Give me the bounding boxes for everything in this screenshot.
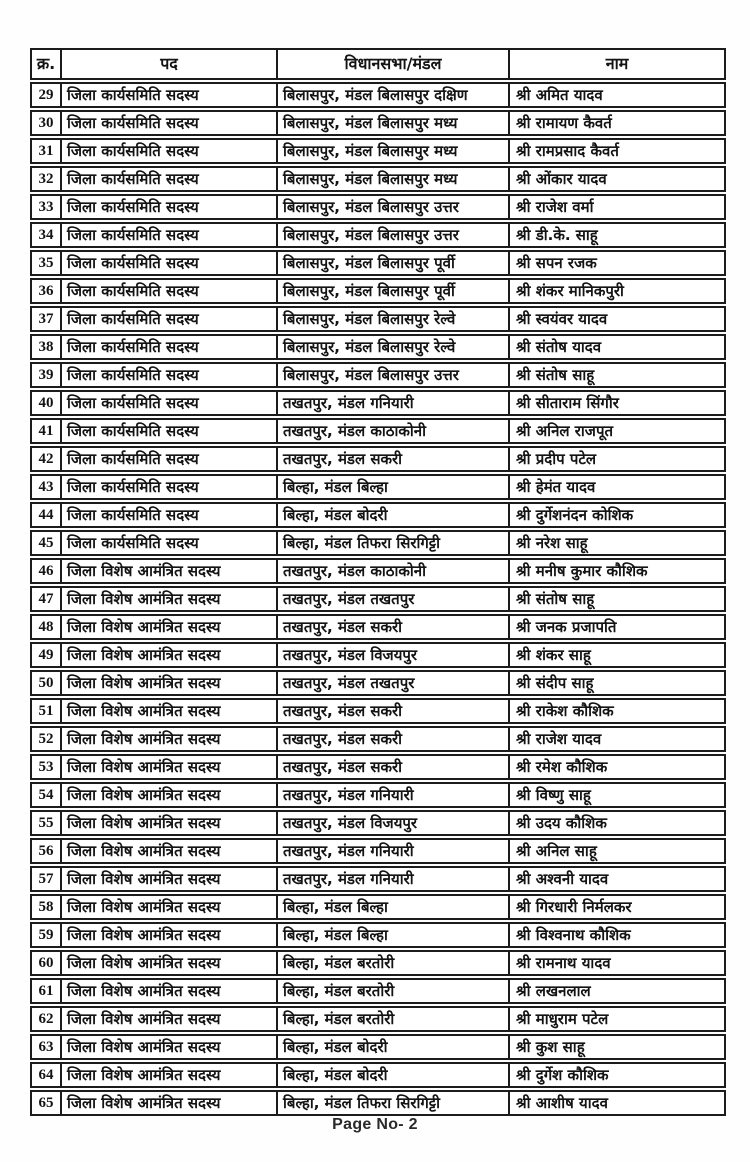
table-row xyxy=(30,978,726,1004)
row-serial: 49 xyxy=(32,644,62,666)
row-name: श्री गिरधारी निर्मलकर xyxy=(516,898,632,916)
row-serial: 29 xyxy=(32,84,62,106)
table-row xyxy=(30,838,726,864)
row-position: जिला कार्यसमिति सदस्य xyxy=(62,308,278,330)
row-constituency-mandal: तखतपुर, मंडल काठाकोनी xyxy=(278,420,510,442)
row-constituency-mandal: तखतपुर, मंडल गनियारी xyxy=(278,784,510,806)
row-serial: 38 xyxy=(32,336,62,358)
table-row xyxy=(30,82,726,108)
row-constituency-mandal: तखतपुर, मंडल सकरी xyxy=(278,700,510,722)
row-position: जिला कार्यसमिति सदस्य xyxy=(62,252,278,274)
table-row xyxy=(30,866,726,892)
row-position: जिला कार्यसमिति सदस्य xyxy=(62,280,278,302)
row-name: श्री शंकर साहू xyxy=(516,646,591,664)
members-table xyxy=(30,48,726,1118)
row-serial: 44 xyxy=(32,504,62,526)
row-position: जिला कार्यसमिति सदस्य xyxy=(62,532,278,554)
row-position: जिला कार्यसमिति सदस्य xyxy=(62,448,278,470)
table-body xyxy=(30,82,726,1116)
row-position: जिला कार्यसमिति सदस्य xyxy=(62,392,278,414)
row-position: जिला विशेष आमंत्रित सदस्य xyxy=(62,1036,278,1058)
row-constituency-mandal: बिल्हा, मंडल बिल्हा xyxy=(278,924,510,946)
row-position: जिला विशेष आमंत्रित सदस्य xyxy=(62,1008,278,1030)
row-serial: 57 xyxy=(32,868,62,890)
row-constituency-mandal: तखतपुर, मंडल विजयपुर xyxy=(278,812,510,834)
row-constituency-mandal: बिल्हा, मंडल तिफरा सिरगिट्टी xyxy=(278,532,510,554)
table-row xyxy=(30,194,726,220)
table-row xyxy=(30,222,726,248)
row-serial: 60 xyxy=(32,952,62,974)
row-name: श्री अमित यादव xyxy=(516,86,603,104)
row-serial: 39 xyxy=(32,364,62,386)
table-row xyxy=(30,334,726,360)
table-row xyxy=(30,810,726,836)
row-constituency-mandal: तखतपुर, मंडल तखतपुर xyxy=(278,588,510,610)
table-row xyxy=(30,1034,726,1060)
table-row xyxy=(30,726,726,752)
row-name: श्री कुश साहू xyxy=(516,1038,585,1056)
row-constituency-mandal: तखतपुर, मंडल विजयपुर xyxy=(278,644,510,666)
row-position: जिला विशेष आमंत्रित सदस्य xyxy=(62,812,278,834)
row-name: श्री आशीष यादव xyxy=(516,1094,608,1112)
table-row xyxy=(30,894,726,920)
row-serial: 50 xyxy=(32,672,62,694)
row-name: श्री दुर्गेशनंदन कोशिक xyxy=(516,506,634,524)
row-constituency-mandal: तखतपुर, मंडल गनियारी xyxy=(278,840,510,862)
row-serial: 45 xyxy=(32,532,62,554)
row-position: जिला विशेष आमंत्रित सदस्य xyxy=(62,728,278,750)
row-name: श्री संतोष यादव xyxy=(516,338,602,356)
row-serial: 36 xyxy=(32,280,62,302)
row-position: जिला विशेष आमंत्रित सदस्य xyxy=(62,896,278,918)
row-position: जिला कार्यसमिति सदस्य xyxy=(62,476,278,498)
table-row xyxy=(30,558,726,584)
row-serial: 65 xyxy=(32,1092,62,1114)
table-row xyxy=(30,138,726,164)
row-name: श्री संतोष साहू xyxy=(516,366,595,384)
row-serial: 56 xyxy=(32,840,62,862)
table-row xyxy=(30,306,726,332)
table-row xyxy=(30,642,726,668)
row-position: जिला विशेष आमंत्रित सदस्य xyxy=(62,1064,278,1086)
table-row xyxy=(30,1090,726,1116)
row-name: श्री रामप्रसाद कैवर्त xyxy=(516,142,619,160)
row-name: श्री राकेश कौशिक xyxy=(516,702,614,720)
table-row xyxy=(30,754,726,780)
row-position: जिला कार्यसमिति सदस्य xyxy=(62,224,278,246)
row-name: श्री दुर्गेश कौशिक xyxy=(516,1066,609,1084)
row-serial: 58 xyxy=(32,896,62,918)
table-row xyxy=(30,530,726,556)
row-serial: 53 xyxy=(32,756,62,778)
row-name: श्री राजेश वर्मा xyxy=(516,198,594,216)
row-serial: 41 xyxy=(32,420,62,442)
row-serial: 46 xyxy=(32,560,62,582)
row-name: श्री अनिल साहू xyxy=(516,842,597,860)
row-constituency-mandal: बिलासपुर, मंडल बिलासपुर मध्य xyxy=(278,140,510,162)
row-serial: 43 xyxy=(32,476,62,498)
row-position: जिला विशेष आमंत्रित सदस्य xyxy=(62,588,278,610)
row-position: जिला विशेष आमंत्रित सदस्य xyxy=(62,840,278,862)
row-position: जिला विशेष आमंत्रित सदस्य xyxy=(62,672,278,694)
table-row xyxy=(30,446,726,472)
row-position: जिला विशेष आमंत्रित सदस्य xyxy=(62,616,278,638)
row-constituency-mandal: बिलासपुर, मंडल बिलासपुर मध्य xyxy=(278,168,510,190)
table-header-row xyxy=(30,48,726,80)
table-row xyxy=(30,698,726,724)
row-name: श्री सपन रजक xyxy=(516,254,597,272)
row-position: जिला विशेष आमंत्रित सदस्य xyxy=(62,784,278,806)
row-position: जिला विशेष आमंत्रित सदस्य xyxy=(62,980,278,1002)
table-row xyxy=(30,390,726,416)
row-position: जिला कार्यसमिति सदस्य xyxy=(62,84,278,106)
row-constituency-mandal: तखतपुर, मंडल सकरी xyxy=(278,756,510,778)
table-row xyxy=(30,250,726,276)
row-serial: 32 xyxy=(32,168,62,190)
row-constituency-mandal: बिलासपुर, मंडल बिलासपुर उत्तर xyxy=(278,224,510,246)
table-row xyxy=(30,474,726,500)
row-serial: 35 xyxy=(32,252,62,274)
row-position: जिला विशेष आमंत्रित सदस्य xyxy=(62,1092,278,1114)
row-constituency-mandal: बिलासपुर, मंडल बिलासपुर दक्षिण xyxy=(278,84,510,106)
row-position: जिला विशेष आमंत्रित सदस्य xyxy=(62,952,278,974)
row-constituency-mandal: तखतपुर, मंडल गनियारी xyxy=(278,392,510,414)
row-position: जिला विशेष आमंत्रित सदस्य xyxy=(62,644,278,666)
row-position: जिला विशेष आमंत्रित सदस्य xyxy=(62,560,278,582)
row-serial: 51 xyxy=(32,700,62,722)
row-name: श्री मनीष कुमार कौशिक xyxy=(516,562,648,580)
row-constituency-mandal: तखतपुर, मंडल गनियारी xyxy=(278,868,510,890)
row-serial: 54 xyxy=(32,784,62,806)
row-constituency-mandal: बिल्हा, मंडल बरतोरी xyxy=(278,980,510,1002)
row-name: श्री सीताराम सिंगौर xyxy=(516,394,619,412)
row-constituency-mandal: बिलासपुर, मंडल बिलासपुर पूर्वी xyxy=(278,280,510,302)
row-name: श्री रामनाथ यादव xyxy=(516,954,611,972)
row-name: श्री लखनलाल xyxy=(516,982,591,1000)
row-constituency-mandal: बिल्हा, मंडल बोदरी xyxy=(278,504,510,526)
row-serial: 30 xyxy=(32,112,62,134)
table-row xyxy=(30,1062,726,1088)
row-constituency-mandal: बिलासपुर, मंडल बिलासपुर रेल्वे xyxy=(278,336,510,358)
table-row xyxy=(30,502,726,528)
row-constituency-mandal: तखतपुर, मंडल सकरी xyxy=(278,728,510,750)
table-row xyxy=(30,586,726,612)
table-row xyxy=(30,782,726,808)
row-name: श्री उदय कौशिक xyxy=(516,814,607,832)
page-number: Page No- 2 xyxy=(332,1116,418,1133)
table-row xyxy=(30,362,726,388)
row-position: जिला कार्यसमिति सदस्य xyxy=(62,196,278,218)
row-serial: 37 xyxy=(32,308,62,330)
row-constituency-mandal: बिलासपुर, मंडल बिलासपुर पूर्वी xyxy=(278,252,510,274)
row-serial: 34 xyxy=(32,224,62,246)
row-name: श्री विश्वनाथ कौशिक xyxy=(516,926,631,944)
table-row xyxy=(30,418,726,444)
row-serial: 52 xyxy=(32,728,62,750)
table-row xyxy=(30,1006,726,1032)
table-row xyxy=(30,670,726,696)
row-constituency-mandal: बिल्हा, मंडल बरतोरी xyxy=(278,952,510,974)
row-constituency-mandal: बिलासपुर, मंडल बिलासपुर रेल्वे xyxy=(278,308,510,330)
row-name: श्री संदीप साहू xyxy=(516,674,594,692)
row-position: जिला कार्यसमिति सदस्य xyxy=(62,168,278,190)
row-constituency-mandal: बिलासपुर, मंडल बिलासपुर मध्य xyxy=(278,112,510,134)
row-name: श्री हेमंत यादव xyxy=(516,478,596,496)
table-row xyxy=(30,166,726,192)
row-serial: 40 xyxy=(32,392,62,414)
row-name: श्री जनक प्रजापति xyxy=(516,618,617,636)
row-serial: 33 xyxy=(32,196,62,218)
row-constituency-mandal: तखतपुर, मंडल सकरी xyxy=(278,448,510,470)
row-constituency-mandal: बिल्हा, मंडल बिल्हा xyxy=(278,896,510,918)
row-name: श्री डी.के. साहू xyxy=(516,226,598,244)
table-row xyxy=(30,110,726,136)
row-name: श्री माधुराम पटेल xyxy=(516,1010,609,1028)
row-serial: 48 xyxy=(32,616,62,638)
row-position: जिला कार्यसमिति सदस्य xyxy=(62,364,278,386)
row-name: श्री प्रदीप पटेल xyxy=(516,450,597,468)
row-serial: 42 xyxy=(32,448,62,470)
row-position: जिला कार्यसमिति सदस्य xyxy=(62,504,278,526)
row-constituency-mandal: तखतपुर, मंडल सकरी xyxy=(278,616,510,638)
table-row xyxy=(30,614,726,640)
row-name: श्री ओंकार यादव xyxy=(516,170,607,188)
row-constituency-mandal: बिल्हा, मंडल बोदरी xyxy=(278,1036,510,1058)
row-name: श्री राजेश यादव xyxy=(516,730,602,748)
row-position: जिला विशेष आमंत्रित सदस्य xyxy=(62,868,278,890)
row-serial: 64 xyxy=(32,1064,62,1086)
row-position: जिला कार्यसमिति सदस्य xyxy=(62,336,278,358)
row-position: जिला विशेष आमंत्रित सदस्य xyxy=(62,756,278,778)
row-name: श्री रमेश कौशिक xyxy=(516,758,608,776)
table-row xyxy=(30,922,726,948)
row-constituency-mandal: बिलासपुर, मंडल बिलासपुर उत्तर xyxy=(278,364,510,386)
header-name: नाम xyxy=(605,54,629,73)
row-serial: 63 xyxy=(32,1036,62,1058)
row-serial: 61 xyxy=(32,980,62,1002)
row-name: श्री शंकर मानिकपुरी xyxy=(516,282,624,300)
row-serial: 31 xyxy=(32,140,62,162)
row-serial: 62 xyxy=(32,1008,62,1030)
row-serial: 55 xyxy=(32,812,62,834)
row-constituency-mandal: बिल्हा, मंडल बोदरी xyxy=(278,1064,510,1086)
row-position: जिला विशेष आमंत्रित सदस्य xyxy=(62,924,278,946)
row-constituency-mandal: बिलासपुर, मंडल बिलासपुर उत्तर xyxy=(278,196,510,218)
row-position: जिला कार्यसमिति सदस्य xyxy=(62,420,278,442)
row-position: जिला कार्यसमिति सदस्य xyxy=(62,140,278,162)
table-row xyxy=(30,950,726,976)
header-position: पद xyxy=(62,50,278,78)
row-name: श्री रामायण कैवर्त xyxy=(516,114,612,132)
row-position: जिला विशेष आमंत्रित सदस्य xyxy=(62,700,278,722)
row-serial: 47 xyxy=(32,588,62,610)
table-row xyxy=(30,278,726,304)
row-constituency-mandal: बिल्हा, मंडल बरतोरी xyxy=(278,1008,510,1030)
header-serial: क्र. xyxy=(32,50,62,78)
row-constituency-mandal: तखतपुर, मंडल तखतपुर xyxy=(278,672,510,694)
row-name: श्री अनिल राजपूत xyxy=(516,422,614,440)
row-constituency-mandal: तखतपुर, मंडल काठाकोनी xyxy=(278,560,510,582)
row-name: श्री अश्वनी यादव xyxy=(516,870,609,888)
row-name: श्री संतोष साहू xyxy=(516,590,595,608)
row-position: जिला कार्यसमिति सदस्य xyxy=(62,112,278,134)
header-constituency-mandal: विधानसभा/मंडल xyxy=(278,50,510,78)
row-name: श्री स्वयंवर यादव xyxy=(516,310,608,328)
row-name: श्री विष्णु साहू xyxy=(516,786,591,804)
row-serial: 59 xyxy=(32,924,62,946)
row-constituency-mandal: बिल्हा, मंडल तिफरा सिरगिट्टी xyxy=(278,1092,510,1114)
row-name: श्री नरेश साहू xyxy=(516,534,588,552)
row-constituency-mandal: बिल्हा, मंडल बिल्हा xyxy=(278,476,510,498)
